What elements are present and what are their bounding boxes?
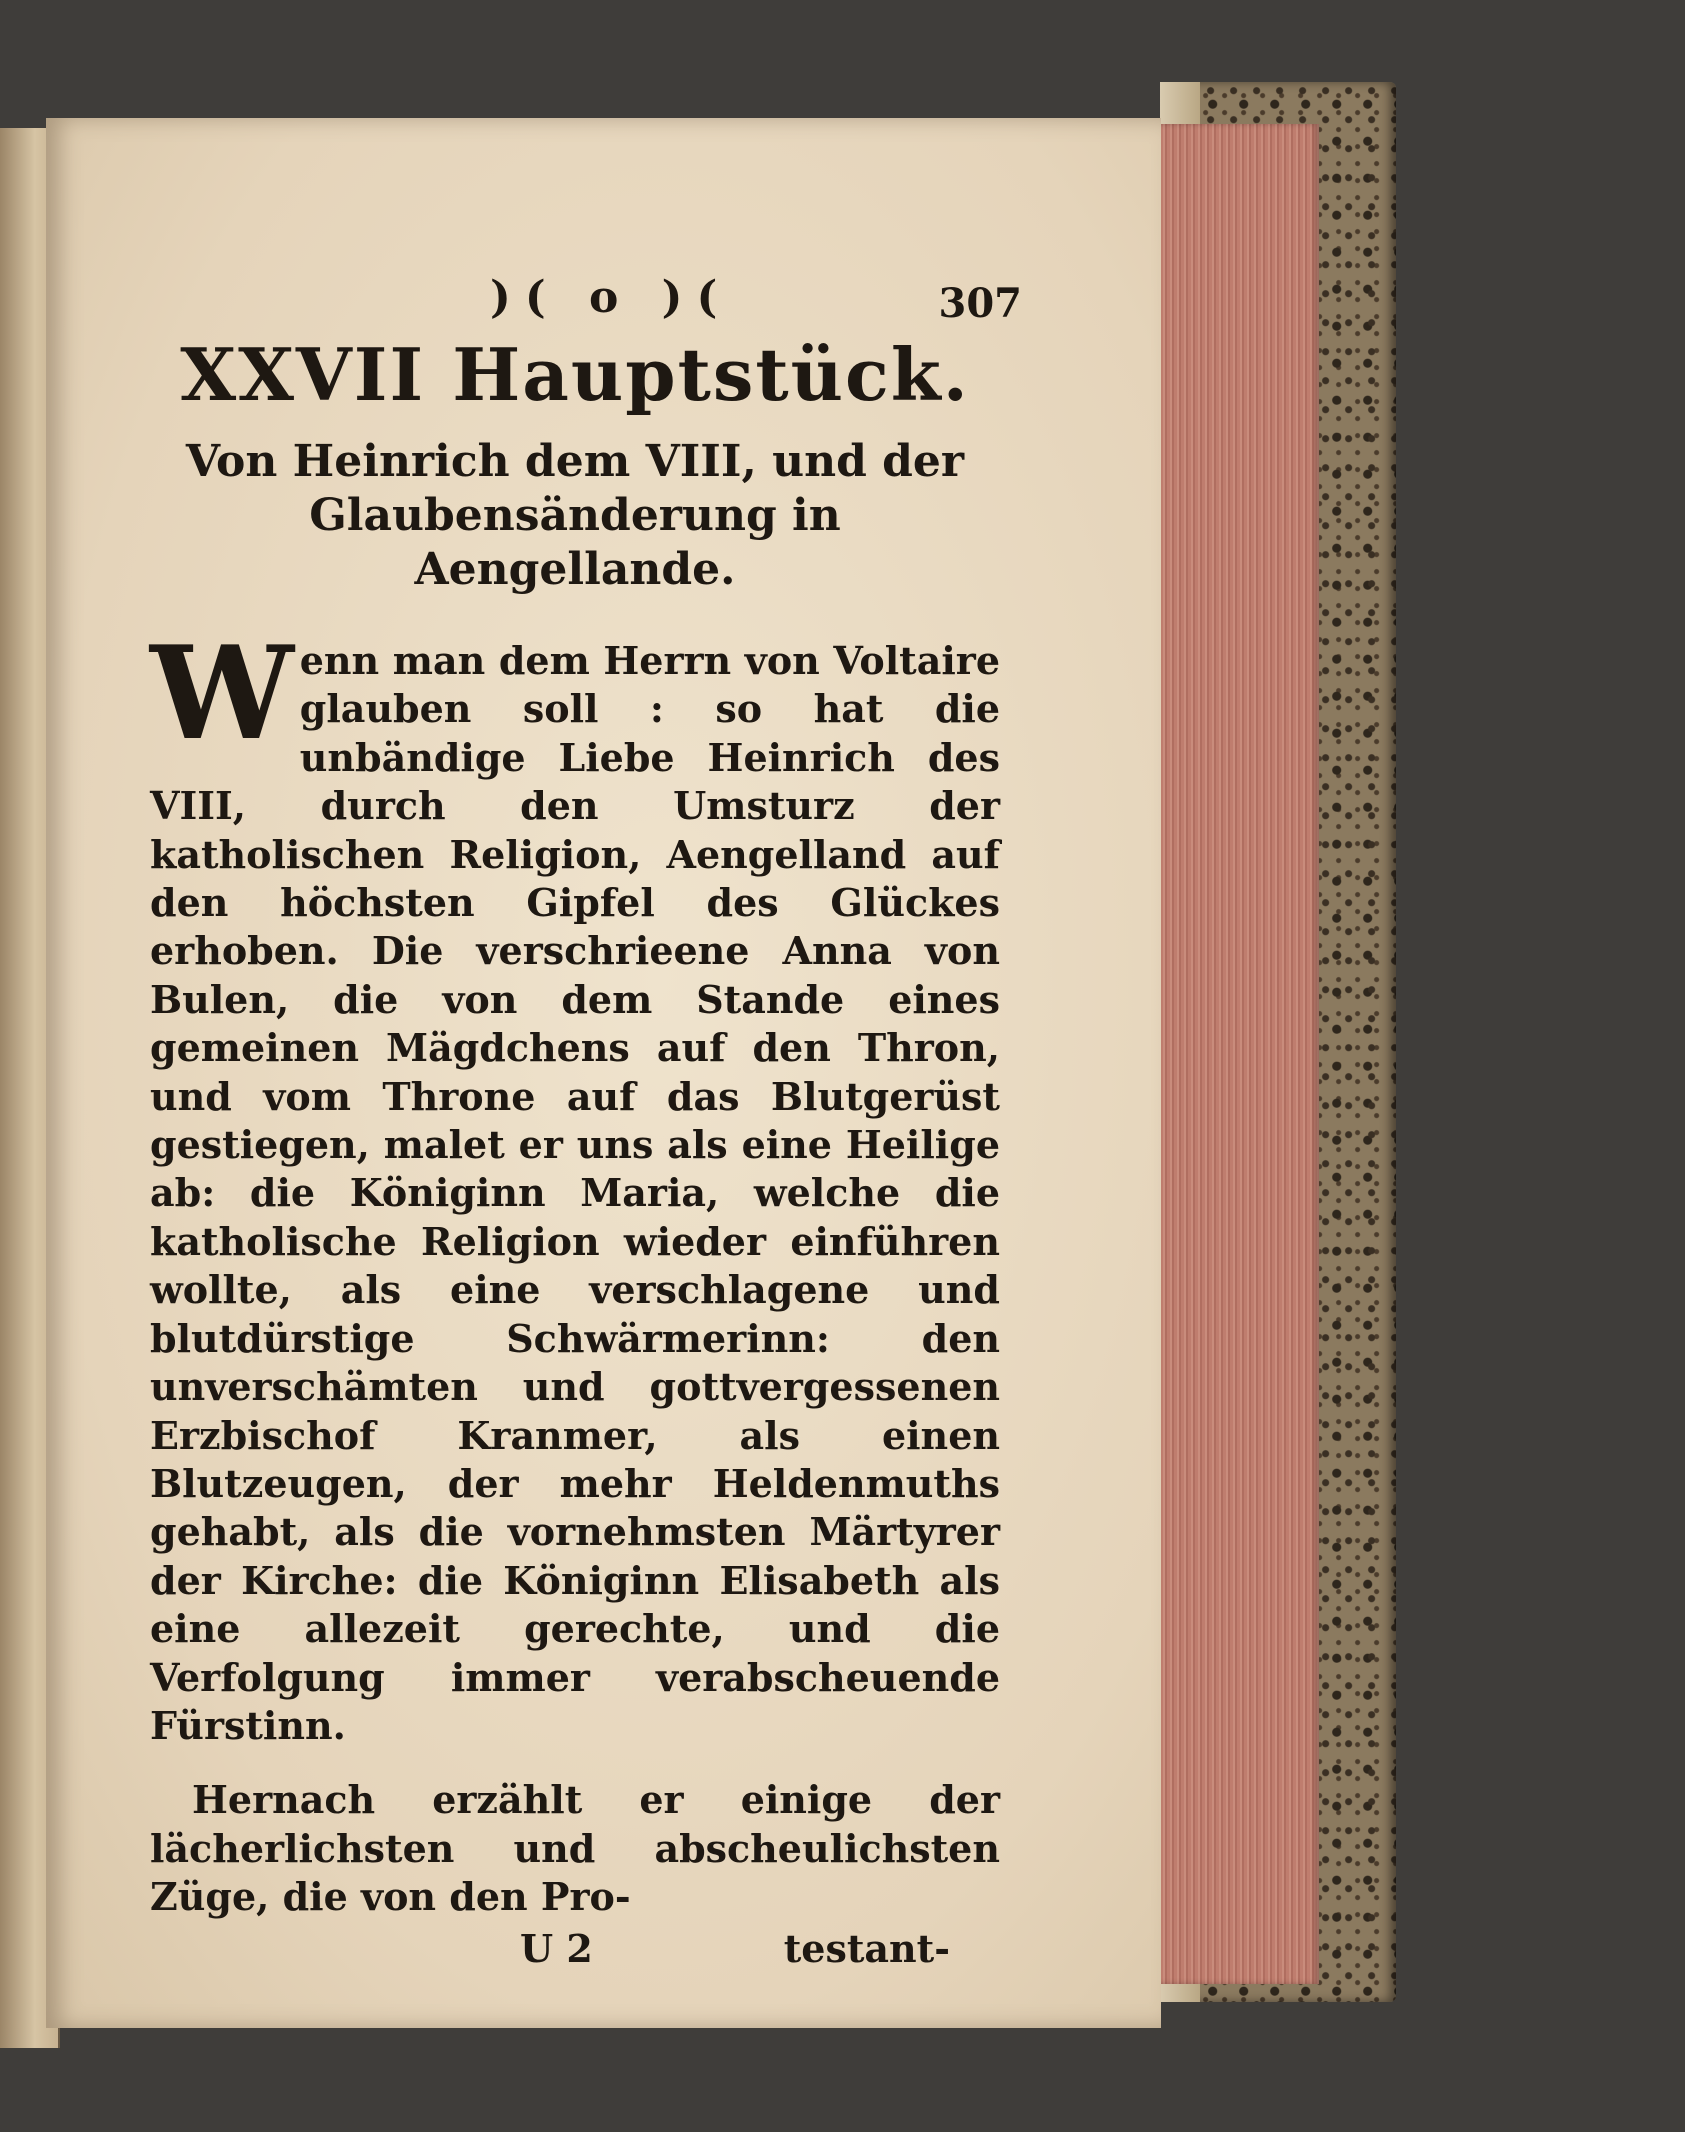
- paragraph-1-text: enn man dem Herrn von Voltaire glauben soll : so hat die unbändige Liebe Heinrich des VIII, durch den Umsturz der katholischen Religion, Aengelland auf den höchsten Gipfel des Glückes erhoben. Die verschrieene Anna von Bulen, die von dem Stande eines gemeinen Mägdchens auf den Thron, und vom Throne auf das Blutgerüst gestiegen, malet er uns als eine Heilige ab: die Königinn Maria, welche die katholische Religion wieder einführen wollte, als eine verschlagene und blutdürstige Schwärmerinn: den unverschämten und gottvergessenen Erzbischof Kranmer, als einen Blutzeugen, der mehr Heldenmuths gehabt, als die vornehmsten Märtyrer der Kirche: die Königinn Elisabeth als eine allezeit gerechte, und die Verfolgung immer verabscheuende Fürstinn.: [150, 638, 1000, 1748]
- drop-cap: W: [150, 619, 294, 769]
- running-head: [150, 262, 1022, 332]
- chapter-subtitle: Von Heinrich dem VIII, und der Glaubensänderung in Aengellande.: [185, 436, 965, 595]
- signature-mark: U 2: [520, 1925, 593, 1971]
- page-text-block: [150, 262, 1022, 1986]
- paragraph-2: Hernach erzählt er einige der lächerlichsten und abscheulichsten Züge, die von den Pro-: [150, 1777, 1000, 1920]
- page-fore-edge: [1153, 124, 1319, 1984]
- paragraph-1: [150, 619, 1000, 1750]
- page-footer: [150, 1926, 1000, 1986]
- page-number: 307: [938, 280, 1022, 327]
- catchword: testant-: [783, 1925, 950, 1971]
- header-ornament: )( o )(: [490, 272, 732, 323]
- chapter-title: XXVII Hauptstück.: [180, 332, 970, 417]
